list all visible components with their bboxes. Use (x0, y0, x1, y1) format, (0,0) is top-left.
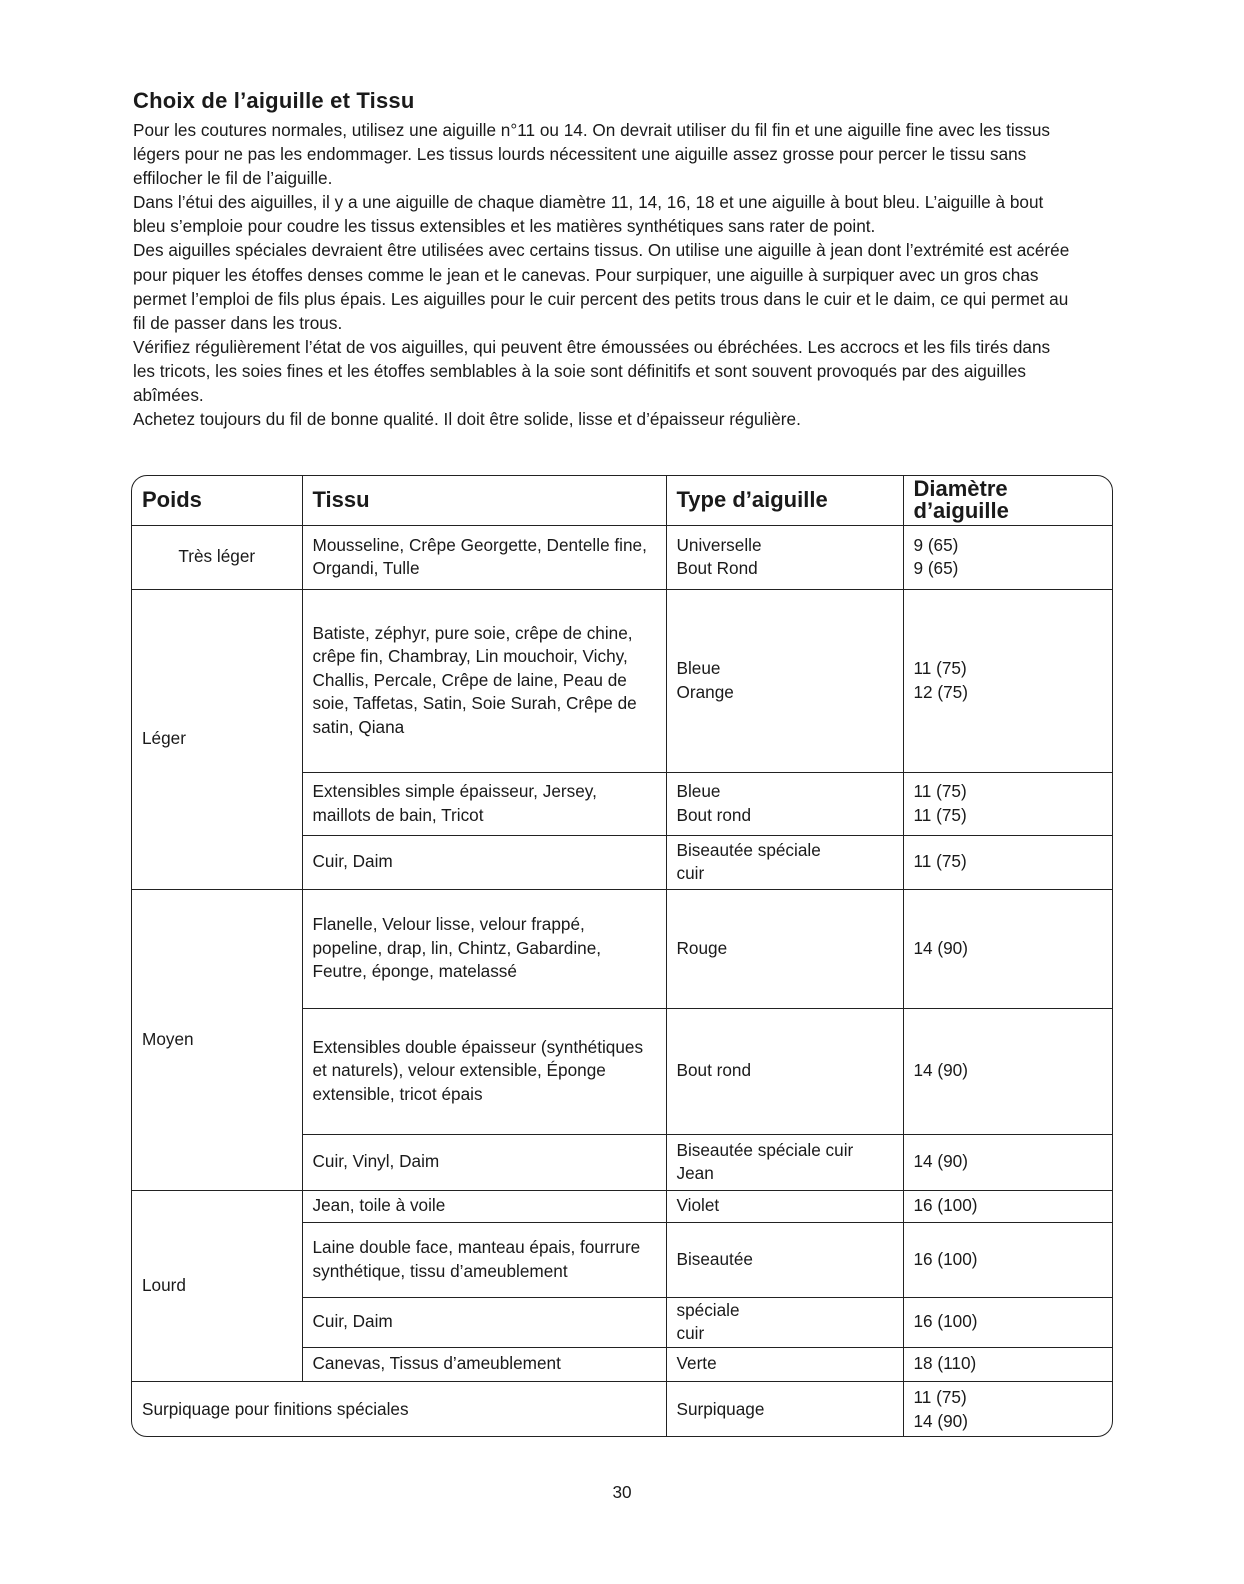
diameter-value: 11 (75) (913, 658, 967, 678)
diameter-value: 11 (75) (913, 781, 967, 801)
diameter-cell: 16 (100) (903, 1222, 1113, 1297)
table-row (132, 889, 1113, 1008)
table-row (132, 589, 1113, 772)
weight-cell: Léger (132, 589, 302, 889)
needle-type: Biseautée spéciale cuir (676, 1139, 854, 1160)
needle-type-cell: Bout rond (666, 1008, 903, 1134)
diameter-cell: 14 (90) (903, 1008, 1113, 1134)
paragraph: Pour les coutures normales, utilisez une aiguille n°11 ou 14. On devrait utiliser du fil fin et une aiguille fine avec les tissus légers pour ne pas les endommager. Les tissus lourds nécessitent une aiguille assez grosse pour percer le tissu sans effilocher le fil de l’aiguille. (133, 120, 1051, 189)
diameter-cell: 14 (90) (903, 889, 1113, 1008)
diameter-cell (903, 1381, 1113, 1437)
fabric-cell: Flanelle, Velour lisse, velour frappé, popeline, drap, lin, Chintz, Gabardine, Feutre, éponge, matelassé (302, 889, 666, 1008)
needle-type: cuir (676, 1323, 705, 1343)
needle-type-cell: Surpiquage (666, 1381, 903, 1437)
needle-type: Biseautée spéciale (676, 839, 821, 860)
diameter-cell: 16 (100) (903, 1297, 1113, 1347)
needle-type-cell: Verte (666, 1347, 903, 1381)
table-row (132, 525, 1113, 589)
weight-cell: Très léger (132, 525, 302, 589)
diameter-value: 14 (90) (913, 1410, 968, 1431)
header-type: Type d’aiguille (666, 476, 903, 525)
needle-type: spéciale (676, 1299, 740, 1320)
needle-type: Universelle (676, 534, 762, 555)
paragraph: Vérifiez régulièrement l’état de vos aiguilles, qui peuvent être émoussées ou ébréchées. Les accrocs et les fils tirés dans les tricots, les soies fines et les étoffes semblables à la soie sont définitifs et sont souvent provoqués par des aiguilles abîmées. (133, 336, 1051, 406)
table-row (132, 1190, 1113, 1222)
needle-type-cell (666, 589, 903, 772)
needle-type-cell: Rouge (666, 889, 903, 1008)
header-poids: Poids (132, 476, 302, 525)
diameter-cell (903, 772, 1113, 835)
diameter-value: 9 (65) (913, 558, 959, 578)
fabric-cell: Jean, toile à voile (302, 1190, 666, 1222)
diameter-cell (903, 589, 1113, 772)
header-tissu: Tissu (302, 476, 666, 525)
diameter-value: 12 (75) (913, 681, 968, 702)
needle-table (132, 476, 1113, 1437)
needle-type-cell (666, 525, 903, 589)
needle-type: Orange (676, 681, 734, 702)
header-diametre-line1: Diamètre (913, 476, 1008, 502)
diameter-cell: 14 (90) (903, 1134, 1113, 1190)
diameter-value: 11 (75) (913, 804, 967, 825)
needle-fabric-table (131, 475, 1113, 1437)
fabric-cell: Laine double face, manteau épais, fourrure synthétique, tissu d’ameublement (302, 1222, 666, 1297)
diameter-cell: 16 (100) (903, 1190, 1113, 1222)
header-diametre (903, 476, 1113, 525)
needle-type: Bleue (676, 658, 721, 678)
needle-type: Jean (676, 1163, 714, 1183)
diameter-value: 9 (65) (913, 534, 959, 555)
table-header-row (132, 476, 1113, 525)
needle-type-cell (666, 772, 903, 835)
fabric-cell: Extensibles simple épaisseur, Jersey, maillots de bain, Tricot (302, 772, 666, 835)
weight-cell: Moyen (132, 889, 302, 1190)
page-number: 30 (612, 1482, 632, 1502)
paragraph: Achetez toujours du fil de bonne qualité. Il doit être solide, lisse et d’épaisseur régulière. (133, 409, 801, 430)
needle-type-cell (666, 1297, 903, 1347)
topstitch-label: Surpiquage pour finitions spéciales (132, 1381, 666, 1437)
fabric-cell: Cuir, Daim (302, 1297, 666, 1347)
needle-type-cell: Violet (666, 1190, 903, 1222)
diameter-cell (903, 525, 1113, 589)
diameter-value: 11 (75) (913, 1387, 967, 1408)
header-diametre-line2: d’aiguille (913, 498, 1009, 524)
needle-type-cell (666, 1134, 903, 1190)
paragraph: Des aiguilles spéciales devraient être utilisées avec certains tissus. On utilise une aiguille à jean dont l’extrémité est acérée pour piquer les étoffes denses comme le jean et le canevas. Pour surpiquer, une aiguille à surpiquer avec un gros chas permet l’emploi de fils plus épais. Les aiguilles pour le cuir percent des petits trous dans le cuir et le daim, ce qui permet au fil de passer dans les trous. (133, 240, 1070, 333)
fabric-cell: Cuir, Daim (302, 835, 666, 889)
needle-type-cell (666, 835, 903, 889)
diameter-cell: 11 (75) (903, 835, 1113, 889)
needle-type-cell: Biseautée (666, 1222, 903, 1297)
weight-cell: Lourd (132, 1190, 302, 1381)
needle-type: cuir (676, 863, 705, 883)
needle-type: Bout Rond (676, 558, 758, 578)
fabric-cell: Canevas, Tissus d’ameublement (302, 1347, 666, 1381)
section-title: Choix de l’aiguille et Tissu (133, 88, 415, 113)
fabric-cell: Batiste, zéphyr, pure soie, crêpe de chine, crêpe fin, Chambray, Lin mouchoir, Vichy, Challis, Percale, Crêpe de laine, Peau de soie, Taffetas, Satin, Soie Surah, Crêpe de satin, Qiana (302, 589, 666, 772)
intro-text (133, 118, 1073, 431)
table-footer-row (132, 1381, 1113, 1437)
fabric-cell: Extensibles double épaisseur (synthétiques et naturels), velour extensible, Éponge extensible, tricot épais (302, 1008, 666, 1134)
needle-type: Bout rond (676, 804, 752, 825)
fabric-cell: Cuir, Vinyl, Daim (302, 1134, 666, 1190)
diameter-cell: 18 (110) (903, 1347, 1113, 1381)
paragraph: Dans l’étui des aiguilles, il y a une aiguille de chaque diamètre 11, 14, 16, 18 et une aiguille à bout bleu. L’aiguille à bout bleu s’emploie pour coudre les tissus extensibles et les matières synthétiques sans rater de point. (133, 192, 1044, 237)
needle-type: Bleue (676, 781, 721, 801)
fabric-cell: Mousseline, Crêpe Georgette, Dentelle fine, Organdi, Tulle (302, 525, 666, 589)
